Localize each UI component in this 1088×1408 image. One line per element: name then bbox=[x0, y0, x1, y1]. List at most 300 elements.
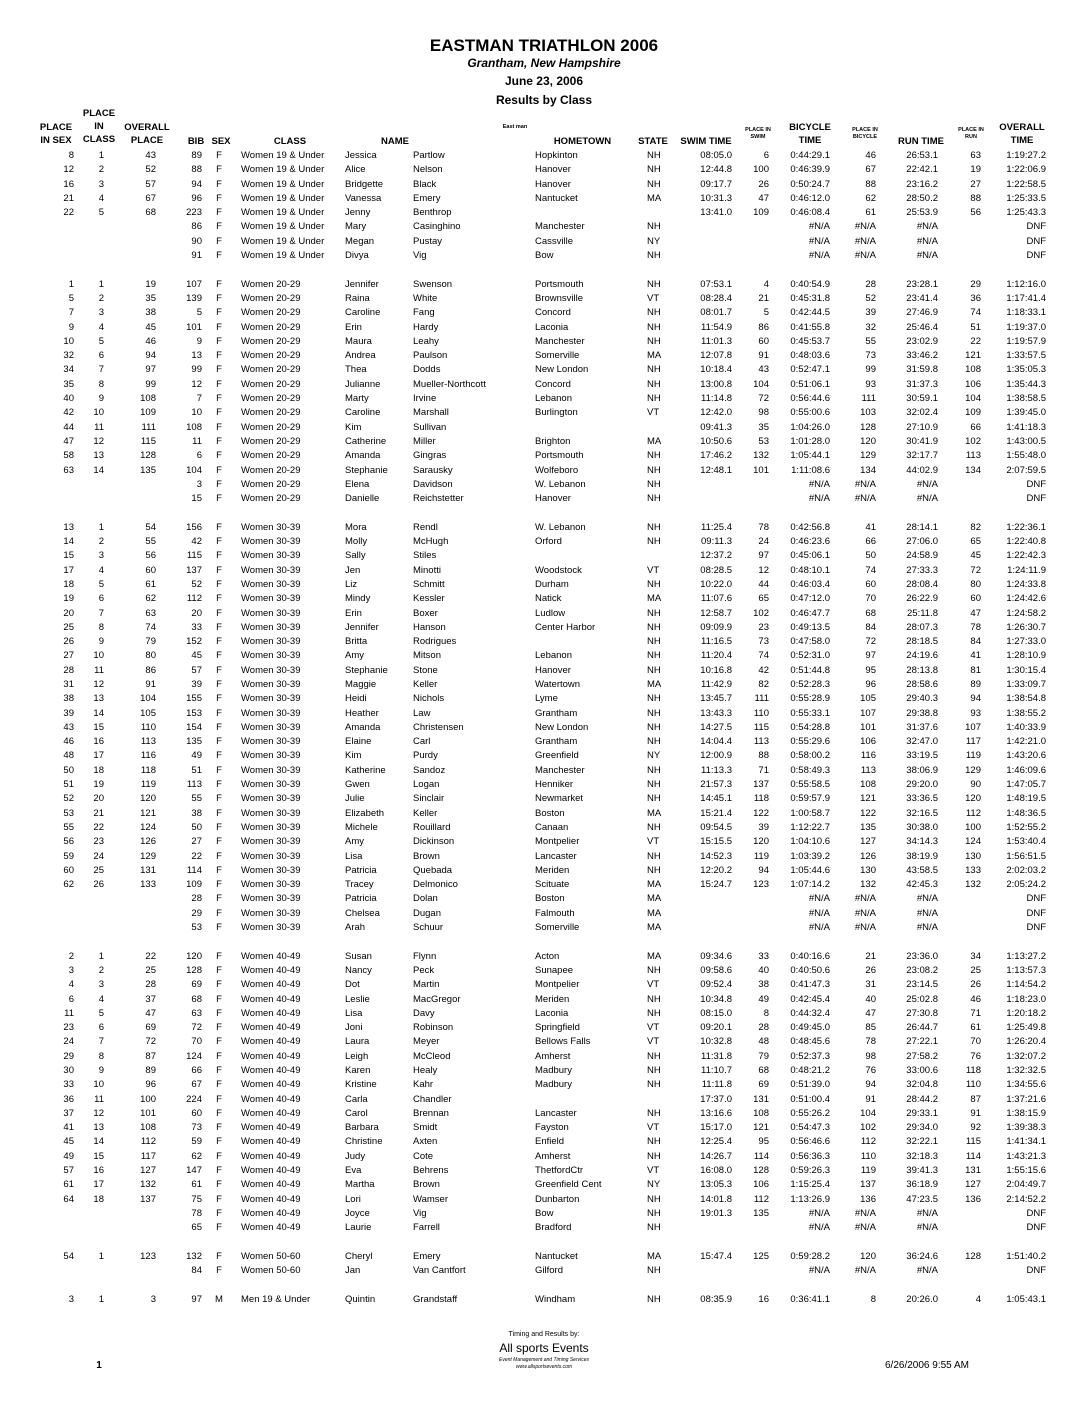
cell-place-in-class: 18 bbox=[93, 1193, 104, 1205]
cell-bib: 120 bbox=[186, 950, 202, 962]
table-row bbox=[0, 406, 1088, 420]
cell-run-time: 32:17.7 bbox=[906, 450, 938, 462]
cell-overall-time: 1:25:49.8 bbox=[1006, 1022, 1046, 1034]
table-row bbox=[0, 635, 1088, 649]
cell-state: MA bbox=[647, 678, 662, 690]
cell-bicycle-time: 1:07:14.2 bbox=[790, 879, 830, 891]
cell-bicycle-time: 1:12:22.7 bbox=[790, 821, 830, 833]
cell-last-name: Brown bbox=[413, 850, 440, 862]
cell-overall-place: 129 bbox=[140, 850, 156, 862]
cell-sex: F bbox=[216, 1093, 222, 1105]
cell-run-time: 29:20.0 bbox=[906, 779, 938, 791]
cell-place-in-bicycle: 95 bbox=[865, 664, 876, 676]
cell-class: Women 40-49 bbox=[241, 1193, 301, 1205]
cell-last-name: Hardy bbox=[413, 321, 439, 333]
cell-overall-time: 1:53:40.4 bbox=[1006, 836, 1046, 848]
table-row bbox=[0, 1264, 1088, 1278]
cell-place-in-swim: 102 bbox=[753, 607, 769, 619]
cell-bicycle-time: 0:42:56.8 bbox=[790, 521, 830, 533]
table-row bbox=[0, 792, 1088, 806]
cell-bib: 20 bbox=[191, 607, 202, 619]
cell-run-time: 36:24.6 bbox=[906, 1250, 938, 1262]
cell-first-name: Megan bbox=[345, 235, 375, 247]
cell-swim-time: 10:50.6 bbox=[700, 435, 732, 447]
cell-place-in-class: 1 bbox=[98, 278, 104, 290]
cell-last-name: Farrell bbox=[413, 1222, 440, 1234]
cell-bib: 132 bbox=[186, 1250, 202, 1262]
cell-overall-place: 37 bbox=[145, 993, 156, 1005]
cell-place-in-swim: 24 bbox=[758, 536, 769, 548]
cell-hometown: W. Lebanon bbox=[535, 478, 586, 490]
cell-last-name: Keller bbox=[413, 807, 438, 819]
cell-place-in-swim: 79 bbox=[758, 1050, 769, 1062]
cell-bib: 70 bbox=[191, 1036, 202, 1048]
cell-first-name: Jen bbox=[345, 564, 361, 576]
cell-place-in-bicycle: 61 bbox=[865, 207, 876, 219]
cell-sex: F bbox=[216, 1136, 222, 1148]
cell-hometown: Dunbarton bbox=[535, 1193, 580, 1205]
cell-run-time: 32:22.1 bbox=[906, 1136, 938, 1148]
table-row bbox=[0, 892, 1088, 906]
cell-class: Women 30-39 bbox=[241, 664, 301, 676]
cell-place-in-bicycle: 50 bbox=[865, 550, 876, 562]
cell-place-in-class: 12 bbox=[93, 1107, 104, 1119]
cell-state: NH bbox=[647, 1107, 661, 1119]
cell-sex: F bbox=[216, 435, 222, 447]
cell-run-time: 32:47.0 bbox=[906, 736, 938, 748]
cell-place-in-sex: 32 bbox=[63, 350, 74, 362]
cell-place-in-swim: 71 bbox=[758, 764, 769, 776]
cell-bicycle-time: 1:03:39.2 bbox=[790, 850, 830, 862]
cell-last-name: Rendl bbox=[413, 521, 438, 533]
cell-bicycle-time: 0:58:49.3 bbox=[790, 764, 830, 776]
table-row bbox=[0, 778, 1088, 792]
cell-overall-time: DNF bbox=[1026, 907, 1046, 919]
cell-state: NH bbox=[647, 650, 661, 662]
cell-place-in-sex: 35 bbox=[63, 378, 74, 390]
cell-place-in-swim: 114 bbox=[753, 1150, 769, 1162]
cell-last-name: Carl bbox=[413, 736, 431, 748]
cell-place-in-sex: 23 bbox=[63, 1022, 74, 1034]
cell-place-in-bicycle: 136 bbox=[860, 1193, 876, 1205]
cell-overall-time: 1:55:15.6 bbox=[1006, 1165, 1046, 1177]
cell-place-in-class: 16 bbox=[93, 736, 104, 748]
cell-overall-time: 1:25:43.3 bbox=[1006, 207, 1046, 219]
cell-bib: 11 bbox=[192, 435, 202, 447]
cell-overall-time: 1:38:55.2 bbox=[1006, 707, 1046, 719]
cell-bicycle-time: 0:49:13.5 bbox=[790, 621, 830, 633]
cell-place-in-bicycle: 8 bbox=[870, 1293, 876, 1305]
cell-run-time: 30:38.0 bbox=[906, 821, 938, 833]
cell-place-in-class: 22 bbox=[93, 821, 104, 833]
cell-place-in-bicycle: 97 bbox=[865, 650, 876, 662]
cell-bicycle-time: 0:40:54.9 bbox=[790, 278, 830, 290]
cell-overall-place: 105 bbox=[140, 707, 156, 719]
cell-place-in-sex: 17 bbox=[63, 564, 74, 576]
cell-overall-place: 120 bbox=[140, 793, 156, 805]
cell-overall-time: 2:07:59.5 bbox=[1006, 464, 1046, 476]
cell-place-in-bicycle: #N/A bbox=[854, 250, 876, 262]
cell-place-in-swim: 78 bbox=[758, 521, 769, 533]
cell-sex: F bbox=[216, 478, 222, 490]
cell-hometown: Laconia bbox=[535, 321, 569, 333]
cell-hometown: Scituate bbox=[535, 879, 570, 891]
cell-last-name: Kahr bbox=[413, 1079, 434, 1091]
cell-run-time: 27:33.3 bbox=[906, 564, 938, 576]
cell-bib: 90 bbox=[191, 235, 202, 247]
table-row bbox=[0, 864, 1088, 878]
cell-sex: F bbox=[216, 536, 222, 548]
cell-first-name: Christine bbox=[345, 1136, 383, 1148]
cell-place-in-swim: 28 bbox=[758, 1022, 769, 1034]
cell-state: NH bbox=[647, 178, 661, 190]
cell-last-name: Paulson bbox=[413, 350, 448, 362]
cell-place-in-run: 78 bbox=[970, 621, 981, 633]
cell-bicycle-time: 1:04:26.0 bbox=[790, 421, 830, 433]
cell-place-in-swim: 44 bbox=[758, 578, 769, 590]
cell-hometown: Concord bbox=[535, 307, 571, 319]
cell-hometown: Brownsville bbox=[535, 292, 584, 304]
cell-last-name: Kessler bbox=[413, 593, 445, 605]
cell-state: NH bbox=[647, 721, 661, 733]
cell-place-in-bicycle: 78 bbox=[865, 1036, 876, 1048]
cell-place-in-swim: 38 bbox=[758, 979, 769, 991]
cell-place-in-swim: 47 bbox=[758, 192, 769, 204]
cell-place-in-class: 4 bbox=[98, 993, 104, 1005]
cell-hometown: Amherst bbox=[535, 1150, 571, 1162]
cell-run-time: 28:07.3 bbox=[906, 621, 938, 633]
cell-place-in-run: 45 bbox=[970, 550, 981, 562]
cell-hometown: Concord bbox=[535, 378, 571, 390]
cell-hometown: Newmarket bbox=[535, 793, 584, 805]
cell-overall-place: 99 bbox=[145, 378, 156, 390]
cell-place-in-sex: 3 bbox=[68, 964, 74, 976]
cell-place-in-swim: 123 bbox=[753, 879, 769, 891]
cell-place-in-class: 6 bbox=[98, 350, 104, 362]
cell-bib: 112 bbox=[186, 593, 202, 605]
cell-sex: F bbox=[216, 464, 222, 476]
cell-place-in-sex: 46 bbox=[63, 736, 74, 748]
cell-run-time: #N/A bbox=[916, 221, 938, 233]
cell-first-name: Katherine bbox=[345, 764, 386, 776]
cell-first-name: Bridgette bbox=[345, 178, 384, 190]
cell-place-in-swim: 48 bbox=[758, 1036, 769, 1048]
cell-class: Women 19 & Under bbox=[241, 207, 325, 219]
cell-place-in-class: 12 bbox=[93, 435, 104, 447]
cell-bib: 61 bbox=[191, 1179, 202, 1191]
cell-last-name: Pustay bbox=[413, 235, 443, 247]
cell-place-in-bicycle: 122 bbox=[860, 807, 876, 819]
cell-place-in-class: 10 bbox=[93, 650, 104, 662]
cell-place-in-sex: 64 bbox=[63, 1193, 74, 1205]
cell-hometown: Portsmouth bbox=[535, 278, 584, 290]
cell-overall-time: 1:39:38.3 bbox=[1006, 1122, 1046, 1134]
cell-run-time: 33:36.5 bbox=[906, 793, 938, 805]
cell-bicycle-time: #N/A bbox=[808, 221, 830, 233]
cell-last-name: Rodrigues bbox=[413, 636, 457, 648]
cell-bicycle-time: 0:51:44.8 bbox=[790, 664, 830, 676]
timing-company: All sports Events bbox=[499, 1341, 589, 1355]
cell-bib: 7 bbox=[196, 393, 202, 405]
cell-sex: F bbox=[216, 707, 222, 719]
cell-bib: 9 bbox=[196, 335, 202, 347]
cell-overall-place: 43 bbox=[145, 150, 156, 161]
cell-first-name: Leigh bbox=[345, 1050, 369, 1062]
cell-hometown: Manchester bbox=[535, 335, 585, 347]
cell-run-time: 38:06.9 bbox=[906, 764, 938, 776]
cell-bicycle-time: 0:59:26.3 bbox=[790, 1165, 830, 1177]
cell-first-name: Jennifer bbox=[345, 621, 379, 633]
cell-bicycle-time: #N/A bbox=[808, 1265, 830, 1277]
cell-place-in-bicycle: 129 bbox=[860, 450, 876, 462]
cell-last-name: Dugan bbox=[413, 907, 441, 919]
cell-last-name: Sandoz bbox=[413, 764, 446, 776]
table-row bbox=[0, 363, 1088, 377]
cell-hometown: Bow bbox=[535, 250, 554, 262]
cell-bib: 55 bbox=[191, 793, 202, 805]
cell-place-in-run: 94 bbox=[970, 693, 981, 705]
cell-bib: 42 bbox=[191, 536, 202, 548]
table-row bbox=[0, 664, 1088, 678]
cell-place-in-sex: 31 bbox=[63, 678, 74, 690]
cell-state: NH bbox=[647, 607, 661, 619]
cell-sex: F bbox=[216, 650, 222, 662]
cell-overall-place: 121 bbox=[140, 807, 156, 819]
cell-hometown: Greenfield Cent bbox=[535, 1179, 602, 1191]
cell-place-in-run: 26 bbox=[970, 979, 981, 991]
cell-last-name: Flynn bbox=[413, 950, 437, 962]
cell-overall-place: 113 bbox=[140, 736, 156, 748]
cell-place-in-swim: 49 bbox=[758, 993, 769, 1005]
cell-swim-time: 11:25.4 bbox=[701, 521, 732, 533]
cell-state: NY bbox=[647, 750, 661, 762]
cell-swim-time: 13:43.3 bbox=[700, 707, 732, 719]
cell-place-in-sex: 6 bbox=[68, 993, 74, 1005]
cell-sex: F bbox=[216, 664, 222, 676]
cell-place-in-run: 106 bbox=[965, 378, 981, 390]
cell-sex: F bbox=[216, 607, 222, 619]
cell-swim-time: 09:34.6 bbox=[700, 950, 732, 962]
cell-last-name: Purdy bbox=[413, 750, 438, 762]
cell-sex: F bbox=[216, 521, 222, 533]
cell-place-in-run: 120 bbox=[965, 793, 981, 805]
cell-swim-time: 12:44.8 bbox=[700, 164, 732, 176]
table-row bbox=[0, 735, 1088, 749]
cell-state: NH bbox=[647, 578, 661, 590]
cell-overall-time: 1:12:16.0 bbox=[1006, 278, 1046, 290]
cell-place-in-swim: 112 bbox=[753, 1193, 769, 1205]
table-row bbox=[0, 950, 1088, 964]
cell-place-in-run: 56 bbox=[970, 207, 981, 219]
cell-place-in-class: 23 bbox=[93, 836, 104, 848]
cell-place-in-class: 10 bbox=[93, 407, 104, 419]
cell-place-in-run: 19 bbox=[970, 164, 981, 176]
cell-class: Women 50-60 bbox=[241, 1265, 301, 1277]
cell-first-name: Dot bbox=[345, 979, 360, 991]
cell-place-in-sex: 14 bbox=[63, 536, 74, 548]
cell-overall-time: 1:13:27.2 bbox=[1006, 950, 1046, 962]
cell-hometown: Springfield bbox=[535, 1022, 580, 1034]
cell-overall-place: 118 bbox=[140, 764, 156, 776]
table-row bbox=[0, 549, 1088, 563]
cell-sex: F bbox=[216, 1007, 222, 1019]
cell-place-in-bicycle: 132 bbox=[860, 879, 876, 891]
cell-place-in-sex: 26 bbox=[63, 636, 74, 648]
cell-sex: F bbox=[216, 950, 222, 962]
cell-bib: 72 bbox=[191, 1022, 202, 1034]
cell-hometown: Boston bbox=[535, 807, 565, 819]
cell-run-time: #N/A bbox=[916, 478, 938, 490]
cell-place-in-swim: 26 bbox=[758, 178, 769, 190]
cell-place-in-class: 25 bbox=[93, 864, 104, 876]
cell-last-name: Schmitt bbox=[413, 578, 445, 590]
cell-run-time: 28:08.4 bbox=[906, 578, 938, 590]
cell-swim-time: 08:05.0 bbox=[700, 150, 732, 161]
cell-overall-place: 124 bbox=[140, 821, 156, 833]
cell-first-name: Mindy bbox=[345, 593, 371, 605]
cell-class: Women 20-29 bbox=[241, 292, 301, 304]
cell-place-in-swim: 40 bbox=[758, 964, 769, 976]
cell-place-in-swim: 119 bbox=[753, 850, 769, 862]
cell-bib: 6 bbox=[196, 450, 202, 462]
cell-overall-place: 45 bbox=[145, 321, 156, 333]
cell-swim-time: 14:52.3 bbox=[700, 850, 732, 862]
cell-first-name: Kim bbox=[345, 421, 362, 433]
cell-class: Women 40-49 bbox=[241, 1122, 301, 1134]
cell-place-in-bicycle: 73 bbox=[865, 350, 876, 362]
cell-place-in-class: 3 bbox=[98, 307, 104, 319]
cell-sex: M bbox=[215, 1293, 223, 1305]
cell-sex: F bbox=[216, 1050, 222, 1062]
cell-class: Women 40-49 bbox=[241, 1222, 301, 1234]
cell-hometown: New London bbox=[535, 721, 589, 733]
cell-run-time: 25:02.8 bbox=[906, 993, 938, 1005]
cell-state: NH bbox=[647, 1150, 661, 1162]
cell-hometown: Wolfeboro bbox=[535, 464, 579, 476]
cell-class: Women 30-39 bbox=[241, 922, 301, 934]
cell-last-name: Robinson bbox=[413, 1022, 454, 1034]
cell-bicycle-time: 0:56:46.6 bbox=[790, 1136, 830, 1148]
cell-hometown: Grantham bbox=[535, 736, 578, 748]
cell-bib: 114 bbox=[186, 864, 202, 876]
cell-run-time: #N/A bbox=[916, 893, 938, 905]
cell-place-in-swim: 68 bbox=[758, 1065, 769, 1076]
cell-place-in-swim: 86 bbox=[758, 321, 769, 333]
cell-bib: 27 bbox=[191, 836, 202, 848]
cell-place-in-class: 14 bbox=[93, 1136, 104, 1148]
cell-bib: 10 bbox=[191, 407, 202, 419]
cell-place-in-bicycle: 135 bbox=[860, 821, 876, 833]
cell-sex: F bbox=[216, 850, 222, 862]
cell-place-in-sex: 40 bbox=[63, 393, 74, 405]
cell-place-in-bicycle: 26 bbox=[865, 964, 876, 976]
cell-last-name: Fang bbox=[413, 307, 435, 319]
cell-sex: F bbox=[216, 393, 222, 405]
cell-swim-time: 09:58.6 bbox=[700, 964, 732, 976]
cell-hometown: Lancaster bbox=[535, 850, 577, 862]
cell-overall-time: 1:56:51.5 bbox=[1006, 850, 1046, 862]
cell-place-in-bicycle: 52 bbox=[865, 292, 876, 304]
cell-place-in-bicycle: 111 bbox=[861, 393, 876, 405]
cell-bib: 139 bbox=[186, 292, 202, 304]
cell-class: Women 40-49 bbox=[241, 979, 301, 991]
cell-first-name: Leslie bbox=[345, 993, 370, 1005]
cell-bicycle-time: 0:48:21.2 bbox=[790, 1065, 830, 1076]
cell-place-in-bicycle: #N/A bbox=[854, 221, 876, 233]
cell-run-time: 24:58.9 bbox=[906, 550, 938, 562]
cell-bicycle-time: 1:13:26.9 bbox=[790, 1193, 830, 1205]
cell-class: Women 20-29 bbox=[241, 421, 301, 433]
cell-overall-place: 52 bbox=[145, 164, 156, 176]
cell-run-time: 32:18.3 bbox=[906, 1150, 938, 1162]
cell-place-in-bicycle: 72 bbox=[865, 636, 876, 648]
cell-bicycle-time: 0:42:44.5 bbox=[790, 307, 830, 319]
table-row bbox=[0, 1021, 1088, 1035]
cell-run-time: 23:28.1 bbox=[906, 278, 938, 290]
cell-class: Women 19 & Under bbox=[241, 250, 325, 262]
page-number: 1 bbox=[96, 1360, 102, 1371]
cell-last-name: Davy bbox=[413, 1007, 435, 1019]
cell-overall-time: 1:33:57.5 bbox=[1006, 350, 1046, 362]
table-row bbox=[0, 821, 1088, 835]
cell-place-in-sex: 15 bbox=[63, 550, 74, 562]
col-bicycle-time: BICYCLE TIME bbox=[789, 122, 831, 146]
cell-overall-time: 1:18:33.1 bbox=[1006, 307, 1046, 319]
cell-class: Women 30-39 bbox=[241, 564, 301, 576]
cell-class: Women 30-39 bbox=[241, 807, 301, 819]
cell-place-in-run: 119 bbox=[965, 750, 981, 762]
cell-overall-place: 123 bbox=[140, 1250, 156, 1262]
cell-place-in-sex: 12 bbox=[63, 164, 74, 176]
cell-swim-time: 09:41.3 bbox=[700, 421, 732, 433]
cell-overall-place: 132 bbox=[140, 1179, 156, 1191]
cell-bicycle-time: 0:46:03.4 bbox=[790, 578, 830, 590]
cell-hometown: Falmouth bbox=[535, 907, 575, 919]
cell-class: Women 30-39 bbox=[241, 650, 301, 662]
cell-last-name: MacGregor bbox=[413, 993, 461, 1005]
cell-place-in-run: 121 bbox=[965, 350, 981, 362]
cell-place-in-bicycle: 84 bbox=[865, 621, 876, 633]
cell-swim-time: 08:28.5 bbox=[700, 564, 732, 576]
cell-place-in-run: 109 bbox=[965, 407, 981, 419]
cell-place-in-bicycle: #N/A bbox=[854, 1207, 876, 1219]
cell-last-name: McHugh bbox=[413, 536, 449, 548]
cell-place-in-sex: 42 bbox=[63, 407, 74, 419]
cell-bib: 65 bbox=[191, 1222, 202, 1234]
cell-run-time: 28:18.5 bbox=[906, 636, 938, 648]
cell-hometown: Ludlow bbox=[535, 607, 566, 619]
cell-sex: F bbox=[216, 693, 222, 705]
cell-bib: 69 bbox=[191, 979, 202, 991]
cell-place-in-swim: 94 bbox=[758, 864, 769, 876]
cell-last-name: Quebada bbox=[413, 864, 453, 876]
cell-place-in-bicycle: 119 bbox=[860, 1165, 876, 1177]
cell-place-in-class: 21 bbox=[93, 807, 104, 819]
cell-bicycle-time: 0:52:47.1 bbox=[790, 364, 830, 376]
cell-place-in-run: 41 bbox=[970, 650, 981, 662]
cell-place-in-class: 3 bbox=[98, 979, 104, 991]
cell-place-in-sex: 50 bbox=[63, 764, 74, 776]
cell-sex: F bbox=[216, 636, 222, 648]
cell-place-in-bicycle: 104 bbox=[860, 1107, 876, 1119]
cell-last-name: Casinghino bbox=[413, 221, 461, 233]
cell-overall-time: 1:40:33.9 bbox=[1006, 721, 1046, 733]
cell-swim-time: 10:22.0 bbox=[700, 578, 732, 590]
cell-last-name: Dodds bbox=[413, 364, 441, 376]
cell-place-in-sex: 33 bbox=[63, 1079, 74, 1091]
cell-place-in-swim: 108 bbox=[753, 1107, 769, 1119]
cell-sex: F bbox=[216, 292, 222, 304]
